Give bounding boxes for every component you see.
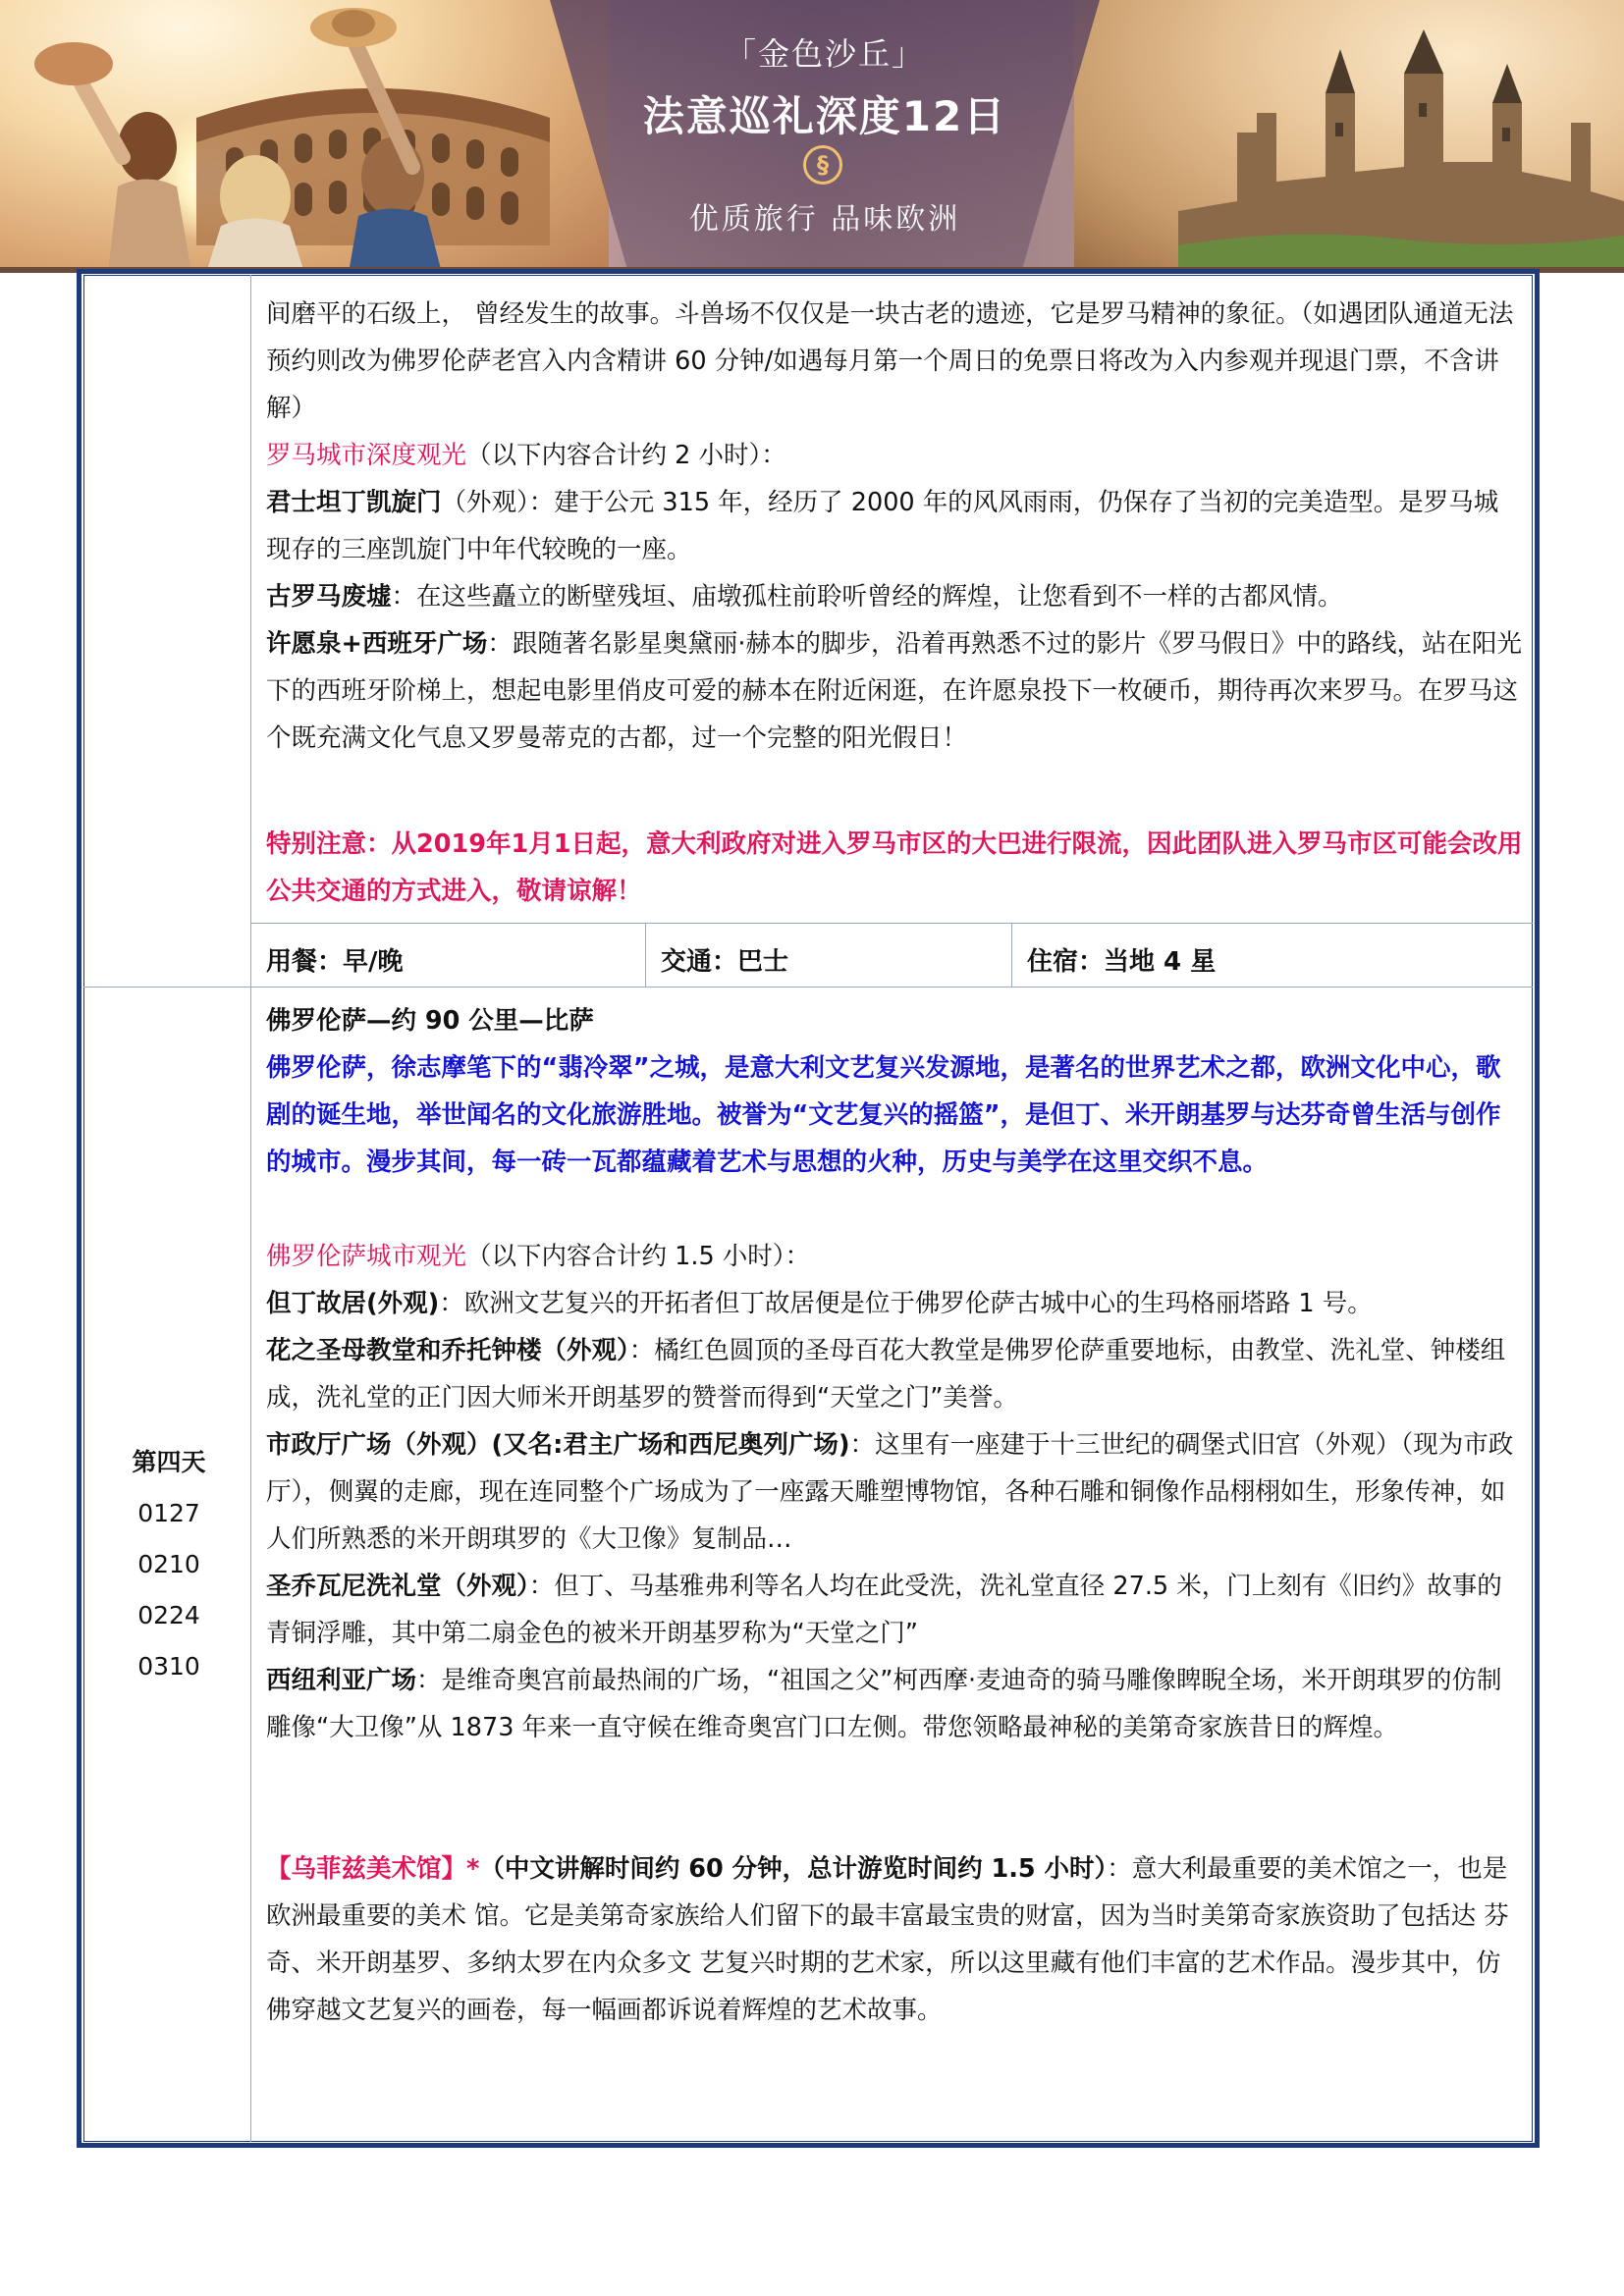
- special-notice: 特别注意：从2019年1月1日起，意大利政府对进入罗马市区的大巴进行限流，因此团队进入罗马市区可能会改用公共交通的方式进入，敬请谅解！: [266, 829, 1523, 906]
- column-divider: [645, 923, 646, 987]
- departure-date: 0310: [137, 1652, 200, 1681]
- departure-date: 0210: [137, 1550, 200, 1578]
- row-divider: [83, 987, 1533, 988]
- piazza-della-signoria: 西纽利亚广场：是维奇奥宫前最热闹的广场，“祖国之父”柯西摩·麦迪奇的骑马雕像睥睨全场，米开朗琪罗的仿制雕像“大卫像”从 1873 年来一直守候在维奇奥宫门口左侧。带您领略最神秘的美第奇家族昔日的辉煌。: [266, 1666, 1502, 1742]
- meal-info: 用餐：早/晚: [266, 947, 404, 977]
- transport-info: 交通：巴士: [661, 947, 789, 977]
- florence-intro: 佛罗伦萨，徐志摩笔下的“翡冷翠”之城，是意大利文艺复兴发源地，是著名的世界艺术之都，欧洲文化中心，歌剧的诞生地，举世闻名的文化旅游胜地。被誉为“文艺复兴的摇篮”，是但丁、米开朗基罗与达芬奇曾生活与创作的城市。漫步其间，每一砖一瓦都蕴藏着艺术与思想的火种，历史与美学在这里交织不息。: [266, 1053, 1501, 1177]
- dante-house: 但丁故居(外观)：欧洲文艺复兴的开拓者但丁故居便是位于佛罗伦萨古城中心的生玛格丽塔路 1 号。: [266, 1289, 1373, 1318]
- day4-route: 佛罗伦萨—约 90 公里—比萨: [266, 1006, 594, 1036]
- banner-series: 「金色沙丘」: [724, 35, 925, 73]
- day-title: 第四天: [132, 1448, 206, 1476]
- banner-slogan: 优质旅行 品味欧洲: [688, 202, 961, 237]
- colosseum-description: 间磨平的石级上， 曾经发生的故事。斗兽场不仅仅是一块古老的遗迹，它是罗马精神的象征。（如遇团队通道无法预约则改为佛罗伦萨老宫入内含精讲 60 分钟/如遇每月第一个周日的免票日将改为入内参观并现退门票，不含讲解）: [266, 299, 1514, 423]
- departure-date: 0127: [137, 1499, 200, 1527]
- brand-logo-icon: §: [803, 145, 842, 185]
- florence-city-tour-heading: 佛罗伦萨城市观光（以下内容合计约 1.5 小时）：: [266, 1242, 811, 1271]
- hotel-info: 住宿：当地 4 星: [1027, 947, 1217, 977]
- rome-city-tour-heading: 罗马城市深度观光（以下内容合计约 2 小时）：: [266, 441, 786, 470]
- baptistery: 圣乔瓦尼洗礼堂（外观）：但丁、马基雅弗利等名人均在此受洗，洗礼堂直径 27.5 米，门上刻有《旧约》故事的青铜浮雕，其中第二扇金色的被米开朗基罗称为“天堂之门”: [266, 1572, 1502, 1648]
- banner-title: 法意巡礼深度12日: [642, 92, 1007, 140]
- castle-image: [1178, 15, 1624, 273]
- row-divider: [250, 923, 1533, 924]
- arch-of-constantine: 君士坦丁凯旋门（外观）：建于公元 315 年，经历了 2000 年的风风雨雨，仍保存了当初的完美造型。是罗马城现存的三座凯旋门中年代较晚的一座。: [266, 488, 1499, 564]
- column-divider: [1011, 923, 1012, 987]
- signoria-square: 市政厅广场（外观）(又名:君主广场和西尼奥列广场)：这里有一座建于十三世纪的碉堡式旧宫（外观）（现为市政厅），侧翼的走廊，现在连同整个广场成为了一座露天雕塑博物馆，各种石雕和铜像作品栩栩如生，形象传神，如人们所熟悉的米开朗琪罗的《大卫像》复制品…: [266, 1430, 1514, 1554]
- column-divider: [250, 275, 251, 2142]
- florence-cathedral: 花之圣母教堂和乔托钟楼（外观）：橘红色圆顶的圣母百花大教堂是佛罗伦萨重要地标，由教堂、洗礼堂、钟楼组成，洗礼堂的正门因大师米开朗基罗的赞誉而得到“天堂之门”美誉。: [266, 1336, 1506, 1413]
- departure-date: 0224: [137, 1601, 200, 1629]
- trevi-spanish-steps: 许愿泉+西班牙广场：跟随著名影星奥黛丽·赫本的脚步，沿着再熟悉不过的影片《罗马假日》中的路线，站在阳光下的西班牙阶梯上，想起电影里俏皮可爱的赫本在附近闲逛，在许愿泉投下一枚硬币，期待再次来罗马。在罗马这个既充满文化气息又罗曼蒂克的古都，过一个完整的阳光假日！: [266, 629, 1522, 753]
- roman-forum: 古罗马废墟：在这些矗立的断壁残垣、庙墩孤柱前聆听曾经的辉煌，让您看到不一样的古都风情。: [266, 582, 1343, 612]
- uffizi-gallery: 【乌菲兹美术馆】*（中文讲解时间约 60 分钟，总计游览时间约 1.5 小时）：意大利最重要的美术馆之一，也是欧洲最重要的美术 馆。它是美第奇家族给人们留下的最丰富最宝贵的财富，因为当时美第奇家族资助了包括达 芬奇、米开朗基罗、多纳太罗在内众多文 艺复兴时期的艺术家，所以这里藏有他们丰富的艺术作品。漫步其中，仿佛穿越文艺复兴的画卷，每一幅画都诉说着辉煌的艺术故事。: [266, 1854, 1509, 2025]
- day-label-column: [90, 1437, 247, 1692]
- travelers-image: [0, 0, 550, 273]
